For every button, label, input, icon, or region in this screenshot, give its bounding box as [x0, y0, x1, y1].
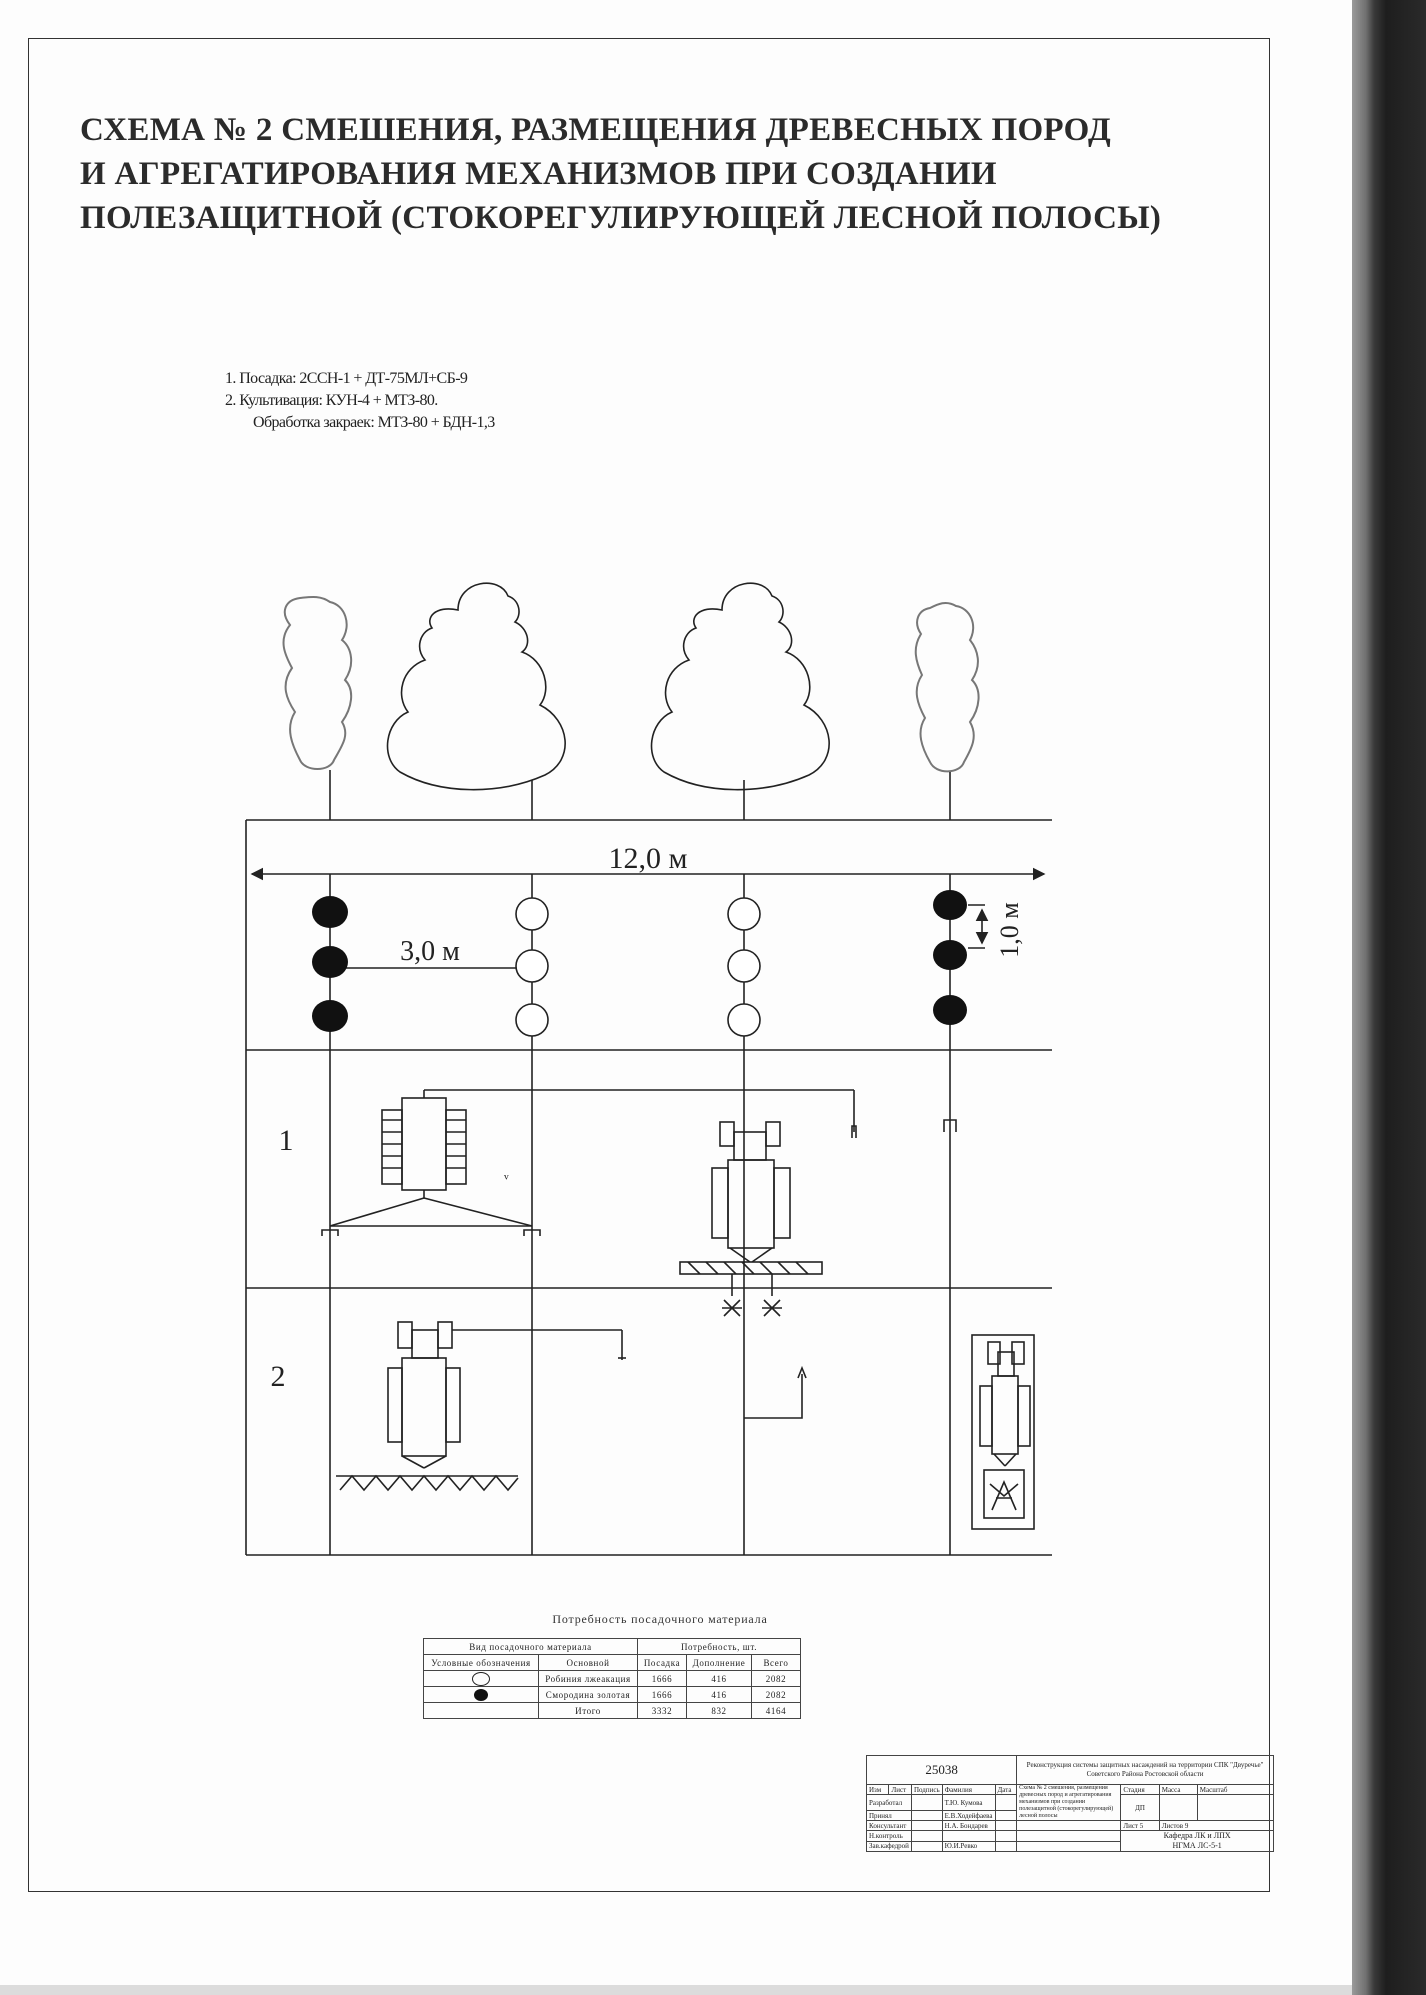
person-head: Ю.И.Ревко [942, 1841, 995, 1852]
col-change: Изм [867, 1785, 889, 1795]
sheets-label: Листов 9 [1159, 1821, 1273, 1831]
person-norm-control [942, 1831, 995, 1842]
total-count: 2082 [752, 1687, 801, 1703]
title-line-3: ПОЛЕЗАЩИТНОЙ (СТОКОРЕГУЛИРУЮЩЕЙ ЛЕСНОЙ ПОЛОСЫ) [80, 200, 1162, 236]
col-date: Дата [995, 1785, 1017, 1795]
note-edge-treatment: Обработка закраек: МТЗ-80 + БДН-1,3 [253, 414, 495, 431]
shrub-crown-right-icon [916, 603, 979, 771]
open-circle-icon [424, 1671, 539, 1687]
species-name: Робиния лжеакация [539, 1671, 638, 1687]
table-row [424, 1687, 801, 1703]
robinia-plants-row-2 [516, 898, 548, 1036]
row-spacing-label: 3,0 м [400, 936, 460, 967]
tractor-row-cultivator-icon [336, 1322, 806, 1490]
sheets-total: 9 [1184, 1821, 1189, 1830]
total-addition: 832 [687, 1703, 752, 1719]
col-symbols: Условные обозначения [424, 1655, 539, 1671]
planting-count: 1666 [638, 1671, 687, 1687]
crawler-tractor-planter-icon [322, 1090, 856, 1236]
total-planting: 3332 [638, 1703, 687, 1719]
role-consultant: Консультант [867, 1821, 912, 1831]
col-material-type: Вид посадочного материала [424, 1639, 638, 1655]
role-head: Зав.кафедрой [867, 1841, 912, 1852]
table-total-row [424, 1703, 801, 1719]
col-addition: Дополнение [687, 1655, 752, 1671]
title-block [866, 1755, 1274, 1852]
plant-spacing-label: 1,0 м [995, 902, 1024, 958]
total-count: 2082 [752, 1671, 801, 1687]
planting-material-table [423, 1638, 801, 1719]
robinia-plants-row-3 [728, 898, 760, 1036]
sheet-label: Лист 5 [1121, 1821, 1159, 1831]
addition-count: 416 [687, 1687, 752, 1703]
title-line-2: И АГРЕГАТИРОВАНИЯ МЕХАНИЗМОВ ПРИ СОЗДАНИИ [80, 156, 997, 192]
role-norm-control: Н.контроль [867, 1831, 912, 1842]
scale-label: Масштаб [1197, 1785, 1273, 1795]
operation-2-label: 2 [270, 1360, 286, 1393]
sheet-number: 5 [1139, 1821, 1144, 1830]
organization [1121, 1831, 1274, 1852]
filled-circle-icon [424, 1687, 539, 1703]
tree-crown-right-icon [652, 583, 830, 789]
col-need: Потребность, шт. [638, 1639, 801, 1655]
note-planting: 1. Посадка: 2ССН-1 + ДТ-75МЛ+СБ-9 [225, 370, 468, 387]
operation-1-label: 1 [278, 1124, 294, 1157]
group-code: НГМА ЛС-5-1 [1172, 1841, 1222, 1850]
currant-plants-row-1 [312, 896, 348, 1032]
currant-plants-row-4 [933, 890, 967, 1025]
department: Кафедра ЛК и ЛПХ [1163, 1831, 1231, 1840]
sheet-name: Схема № 2 смешения, размещения древесных пород и агрегатирования механизмов при создании полезащитной (стокорегулирующей) лесной полосы [1017, 1785, 1121, 1821]
strip-width-label: 12,0 м [608, 842, 688, 875]
addition-count: 416 [687, 1671, 752, 1687]
note-cultivation: 2. Культивация: КУН-4 + МТЗ-80. [225, 392, 438, 409]
planting-count: 1666 [638, 1687, 687, 1703]
col-surname: Фамилия [942, 1785, 995, 1795]
table-row [424, 1671, 801, 1687]
col-sheet: Лист [889, 1785, 911, 1795]
project-title: Реконструкция системы защитных насаждений на территории СПК "Двуречье" Советского Района Ростовской области [1017, 1756, 1274, 1785]
col-signature: Подпись [911, 1785, 942, 1795]
small-mark-icon: ᵥ [504, 1165, 509, 1182]
person-developer: Т.Ю. Кумова [942, 1795, 995, 1811]
shrub-crown-left-icon [284, 597, 352, 769]
total-all: 4164 [752, 1703, 801, 1719]
stage-value: ДП [1121, 1795, 1159, 1821]
tractor-disc-harrow-icon [972, 1335, 1034, 1529]
needs-table-caption: Потребность посадочного материала [552, 1612, 768, 1626]
mass-label: Масса [1159, 1785, 1197, 1795]
species-name: Смородина золотая [539, 1687, 638, 1703]
col-planting: Посадка [638, 1655, 687, 1671]
col-total: Всего [752, 1655, 801, 1671]
col-main: Основной [539, 1655, 638, 1671]
tree-crown-left-icon [388, 583, 566, 789]
role-approver: Принял [867, 1811, 912, 1821]
wheeled-tractor-cultivator-icon [680, 1120, 956, 1316]
total-label: Итого [539, 1703, 638, 1719]
role-developer: Разработал [867, 1795, 912, 1811]
person-consultant: Н.А. Бондарев [942, 1821, 995, 1831]
title-line-1: СХЕМА № 2 СМЕШЕНИЯ, РАЗМЕЩЕНИЯ ДРЕВЕСНЫХ ПОРОД [80, 112, 1112, 148]
drawing-code: 25038 [867, 1756, 1017, 1785]
person-approver: Е.В.Ходейфаева [942, 1811, 995, 1821]
stage-label: Стадия [1121, 1785, 1159, 1795]
